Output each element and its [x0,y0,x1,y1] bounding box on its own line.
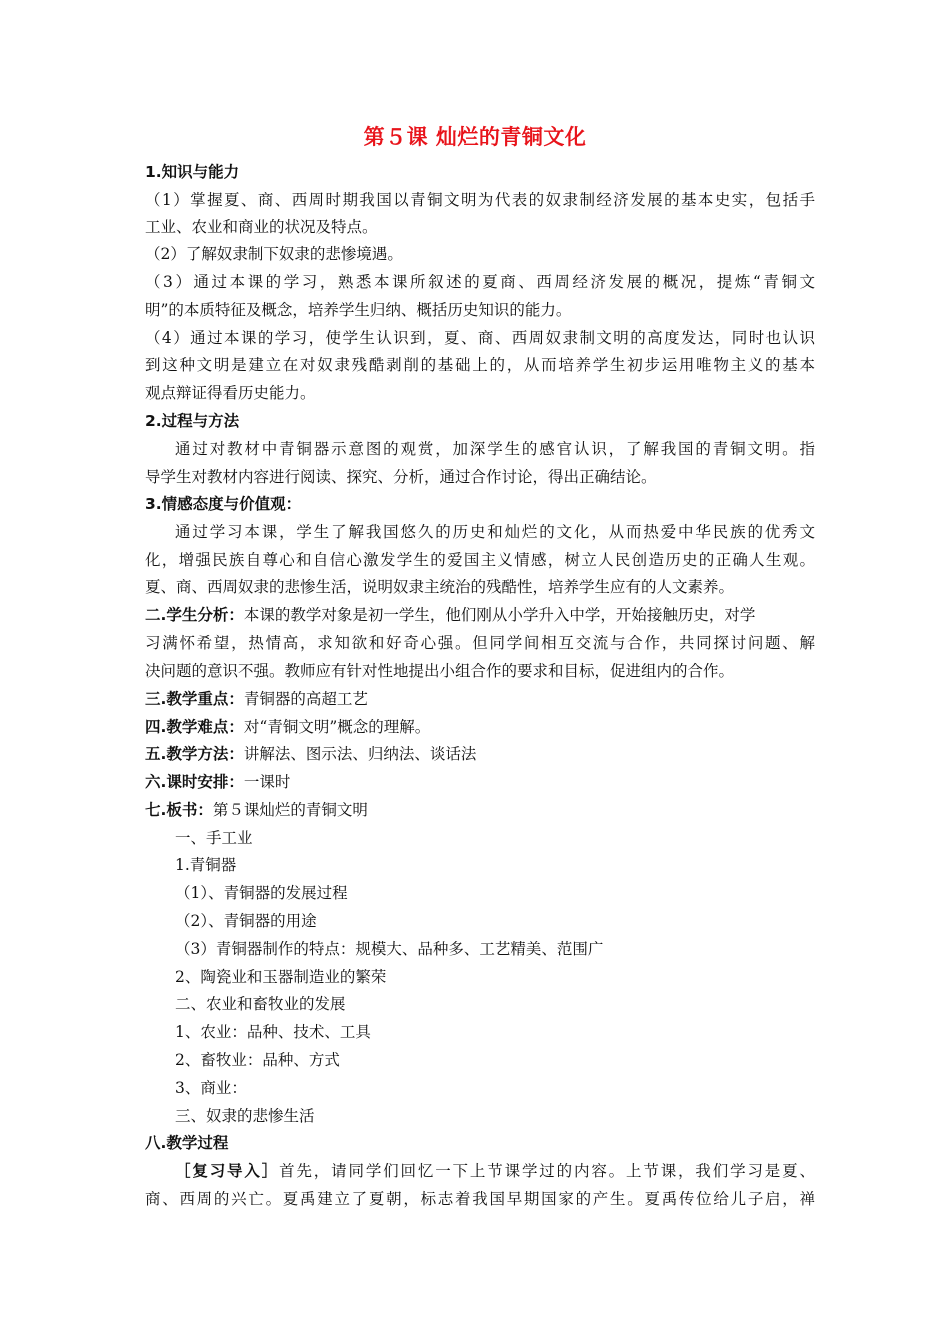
paragraph-line: 工业、农业和商业的状况及特点。 [145,218,378,236]
section-schedule: 六.课时安排：一课时 [145,773,291,791]
outline-item: 2、陶瓷业和玉器制造业的繁荣 [175,968,387,986]
outline-item: 2、畜牧业：品种、方式 [175,1051,340,1069]
outline-item: 三、奴隶的悲惨生活 [175,1107,315,1125]
section-methods: 五.教学方法：讲解法、图示法、归纳法、谈话法 [145,745,477,763]
section-teaching-process: 八.教学过程 [145,1134,229,1152]
paragraph-line: 习满怀希望，热情高，求知欲和好奇心强。但同学间相互交流与合作，共同探讨问题、解 [145,634,815,652]
outline-item: 二、农业和畜牧业的发展 [175,995,346,1013]
page-title: 第５课 灿烂的青铜文化 [363,125,587,149]
paragraph-line: 导学生对教材内容进行阅读、探究、分析，通过合作讨论，得出正确结论。 [145,468,657,486]
paragraph-line: 商、西周的兴亡。夏禹建立了夏朝，标志着我国早期国家的产生。夏禹传位给儿子启，禅 [145,1190,815,1208]
section-board: 七.板书：第５课灿烂的青铜文明 [145,801,368,819]
outline-item: 3、商业： [175,1079,247,1097]
paragraph-line: 观点辩证得看历史能力。 [145,384,316,402]
paragraph-line: （4）通过本课的学习，使学生认识到，夏、商、西周奴隶制文明的高度发达，同时也认识 [145,329,815,347]
outline-item: （1）、青铜器的发展过程 [175,884,348,902]
outline-item: 一、手工业 [175,829,253,847]
section-heading-knowledge: 1.知识与能力 [145,163,240,181]
section-difficulty: 四.教学难点：对“青铜文明”概念的理解。 [145,718,431,736]
section-heading-process: 2.过程与方法 [145,412,240,430]
paragraph-line: （2）了解奴隶制下奴隶的悲惨境遇。 [145,245,403,263]
paragraph-line: 夏、商、西周奴隶的悲惨生活，说明奴隶主统治的残酷性，培养学生应有的人文素养。 [145,578,735,596]
paragraph-line: ［复习导入］首先，请同学们回忆一下上节课学过的内容。上节课，我们学习是夏、 [175,1162,815,1180]
outline-item: 1.青铜器 [175,856,237,874]
outline-item: 1、农业：品种、技术、工具 [175,1023,371,1041]
paragraph-line: 通过学习本课，学生了解我国悠久的历史和灿烂的文化，从而热爱中华民族的优秀文 [175,523,815,541]
paragraph-line: 到这种文明是建立在对奴隶残酷剥削的基础上的，从而培养学生初步运用唯物主义的基本 [145,356,815,374]
paragraph-line: 通过对教材中青铜器示意图的观赏，加深学生的感官认识，了解我国的青铜文明。指 [175,440,815,458]
section-student-analysis: 二.学生分析：本课的教学对象是初一学生，他们刚从小学升入中学，开始接触历史，对学 [145,606,756,624]
paragraph-line: 决问题的意识不强。教师应有针对性地提出小组合作的要求和目标，促进组内的合作。 [145,662,735,680]
section-heading-values: 3.情感态度与价值观： [145,495,302,513]
section-key-point: 三.教学重点：青铜器的高超工艺 [145,690,368,708]
outline-item: （3）青铜器制作的特点：规模大、品种多、工艺精美、范围广 [175,940,604,958]
paragraph-line: 明”的本质特征及概念，培养学生归纳、概括历史知识的能力。 [145,301,572,319]
paragraph-line: （3）通过本课的学习，熟悉本课所叙述的夏商、西周经济发展的概况，提炼“青铜文 [145,273,815,291]
paragraph-line: （1）掌握夏、商、西周时期我国以青铜文明为代表的奴隶制经济发展的基本史实，包括手 [145,191,815,209]
paragraph-line: 化，增强民族自尊心和自信心激发学生的爱国主义情感，树立人民创造历史的正确人生观。 [145,551,815,569]
outline-item: （2）、青铜器的用途 [175,912,317,930]
